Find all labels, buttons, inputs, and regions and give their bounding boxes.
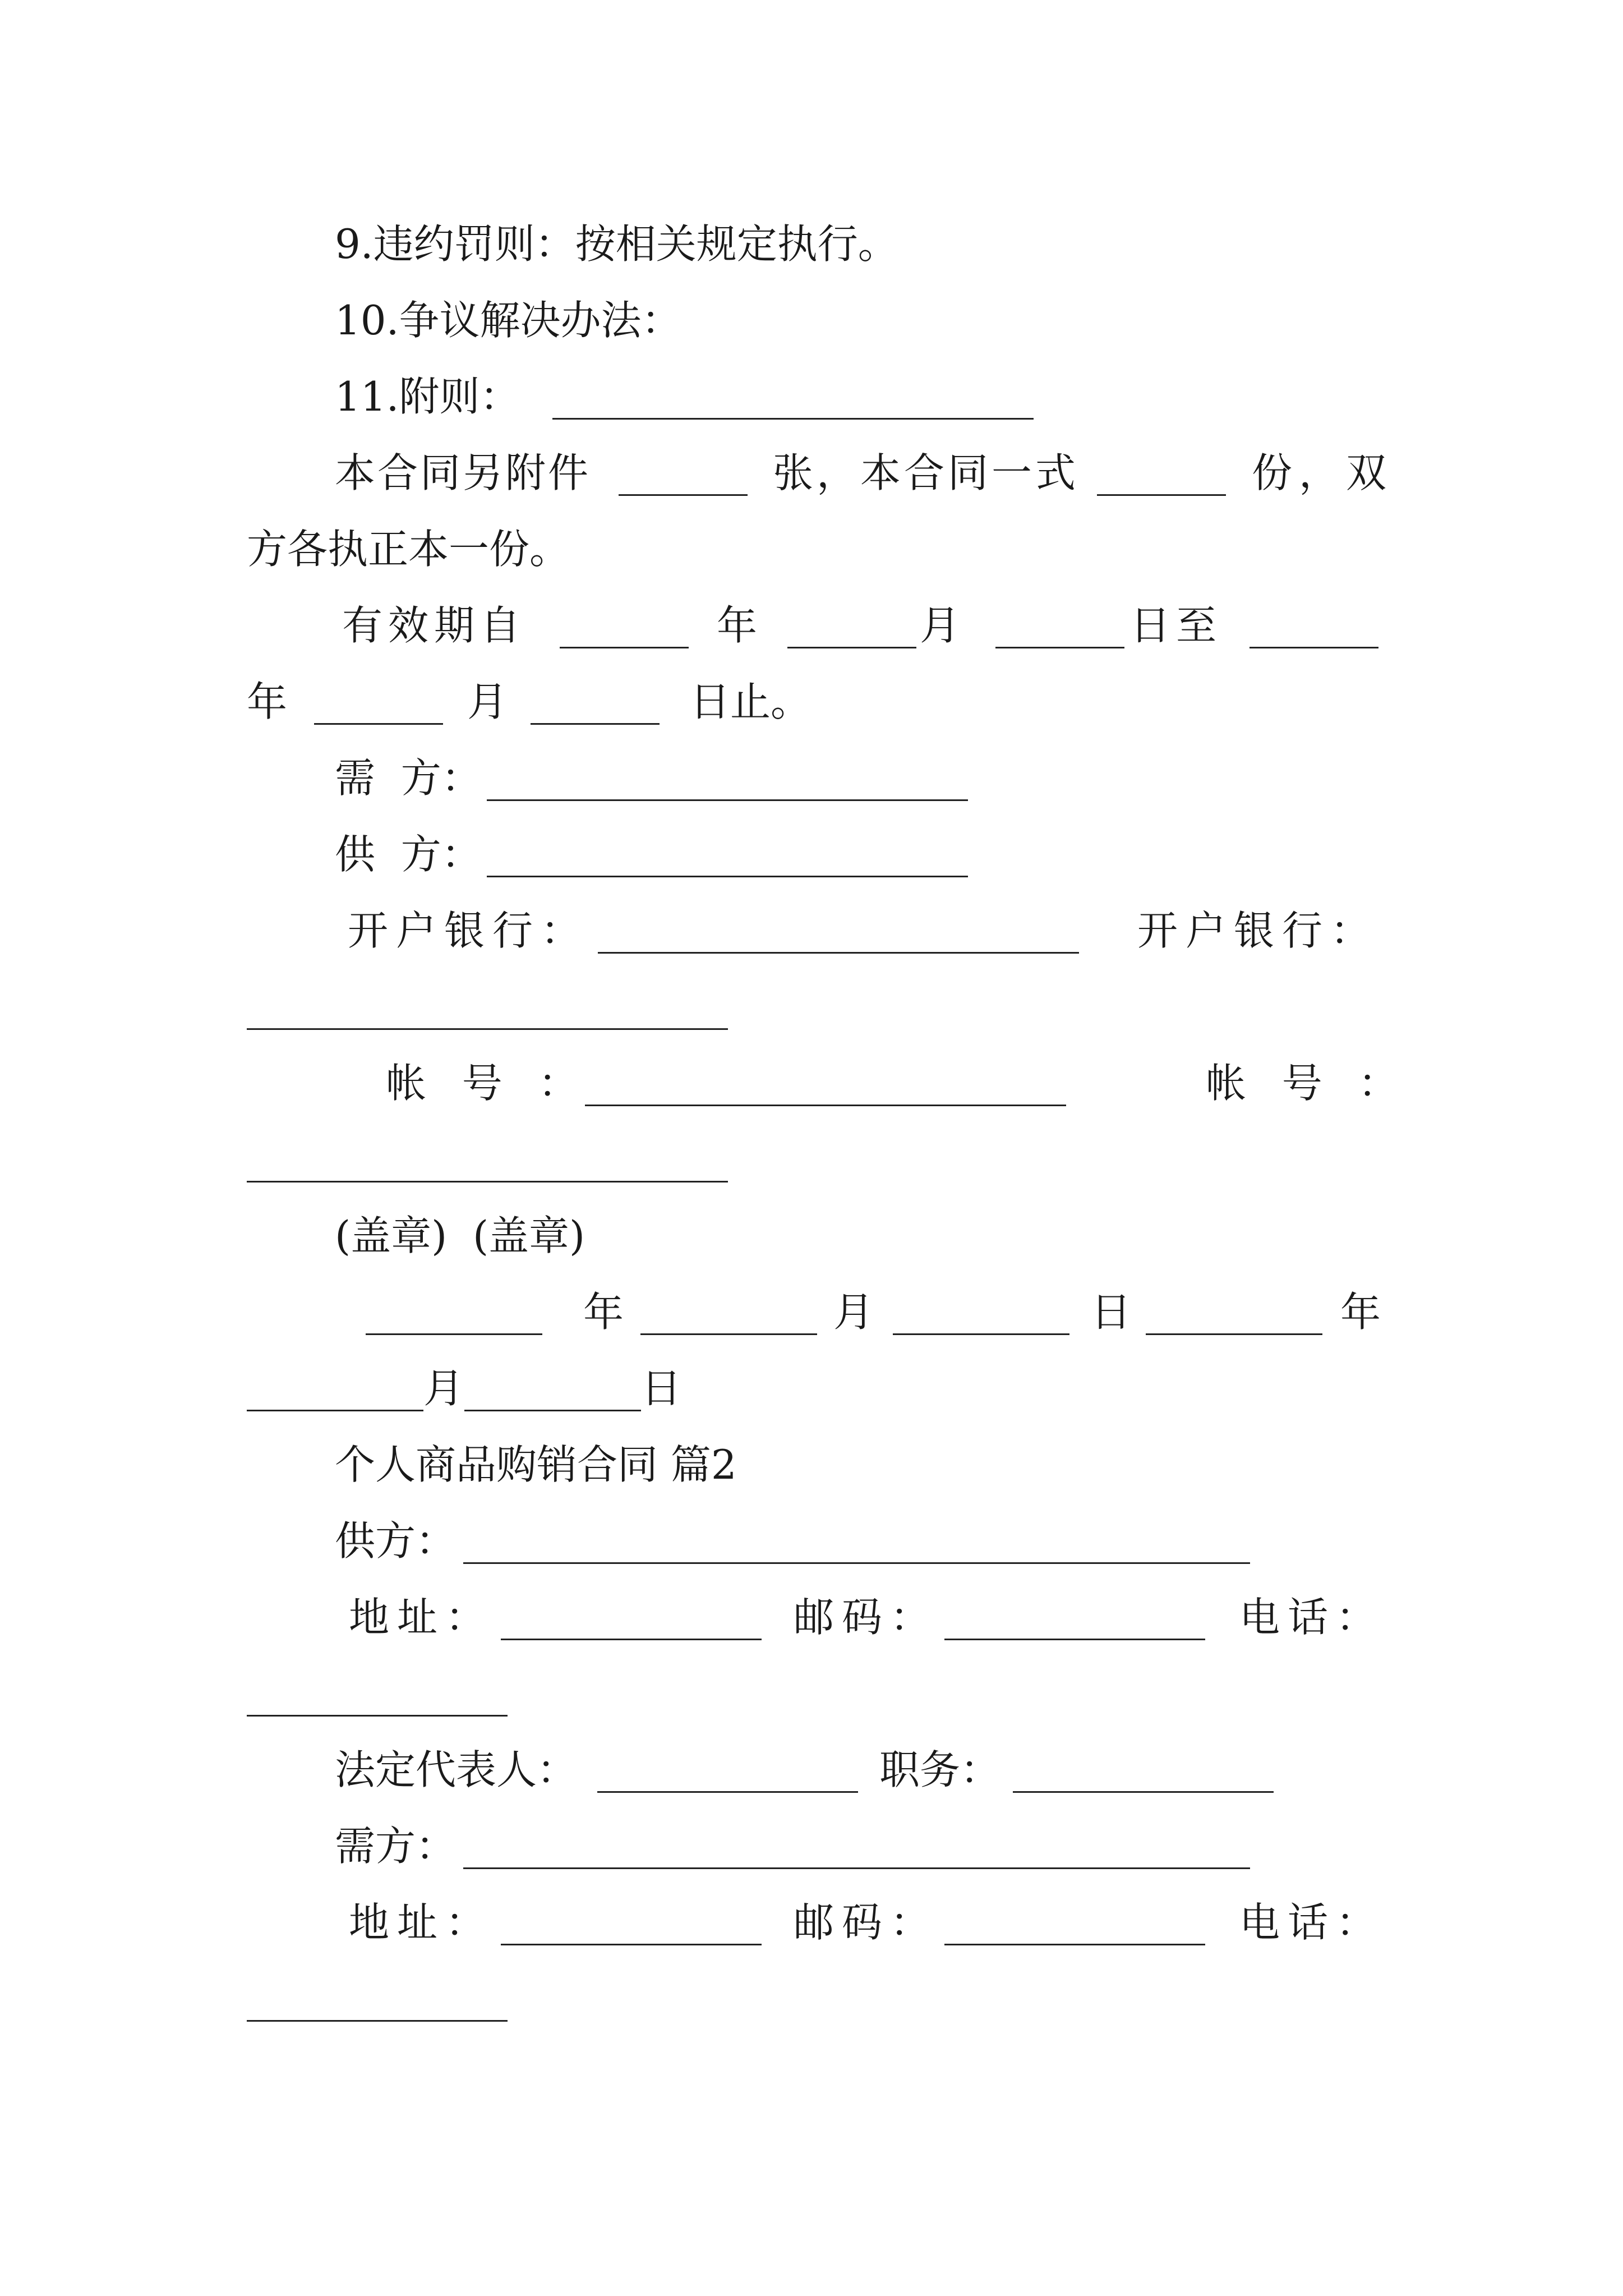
bank-label-left: 开户银行： (348, 907, 589, 954)
row1-zip-label: 邮码： (794, 1594, 939, 1641)
validity-month2: 月 (467, 678, 508, 725)
sign-day-blank-1[interactable] (893, 1333, 1069, 1335)
row1-tel-blank[interactable] (247, 1715, 508, 1717)
sign-day-1: 日 (1091, 1289, 1132, 1336)
sign-year-blank-1[interactable] (366, 1333, 542, 1335)
row2-zip-blank[interactable] (944, 1944, 1205, 1945)
sign-month-blank-2[interactable] (247, 1410, 423, 1411)
validity-day-end: 日止。 (690, 678, 811, 725)
validity-pre: 有效期自 (342, 602, 527, 649)
copies-count-blank[interactable] (1097, 494, 1226, 496)
demander2-label: 需方： (335, 1823, 457, 1870)
sign-month-2: 月 (423, 1365, 464, 1412)
section-title: 个人商品购销合同 篇2 (335, 1441, 737, 1488)
clause-10: 10.争议解决办法： (335, 297, 682, 344)
account-left-blank[interactable] (585, 1105, 1066, 1106)
row1-tel-label: 电话： (1239, 1594, 1385, 1641)
validity-day-to: 日至 (1130, 602, 1223, 649)
validity-from-month-blank[interactable] (787, 647, 916, 648)
legal-title-label: 职务： (879, 1746, 1001, 1793)
legal-rep-label: 法定代表人： (335, 1746, 578, 1793)
sign-year-1: 年 (583, 1289, 624, 1336)
bank-left-blank[interactable] (598, 952, 1079, 954)
account-label-right: 帐 号 ： (1206, 1060, 1402, 1107)
supplier2-label: 供方： (335, 1517, 457, 1565)
demander-blank[interactable] (487, 799, 968, 801)
row1-zip-blank[interactable] (944, 1639, 1205, 1640)
demander2-blank[interactable] (463, 1867, 1250, 1869)
sign-month-blank-1[interactable] (640, 1333, 817, 1335)
validity-to-month-blank[interactable] (314, 723, 443, 725)
clause-9: 9.违约罚则：按相关规定执行。 (335, 220, 898, 268)
sign-day-2: 日 (641, 1365, 682, 1412)
account-right-blank[interactable] (247, 1181, 728, 1182)
account-label-left: 帐 号 ： (386, 1060, 582, 1107)
row2-tel-blank[interactable] (247, 2020, 508, 2022)
row1-addr-label: 地址： (349, 1594, 494, 1641)
row2-addr-label: 地址： (349, 1899, 494, 1946)
attach-wrap: 方各执正本一份。 (247, 526, 570, 573)
supplier2-blank[interactable] (463, 1562, 1250, 1564)
sign-year-blank-2[interactable] (1146, 1333, 1322, 1335)
attach-post: 份，双 (1252, 449, 1394, 496)
row2-addr-blank[interactable] (501, 1944, 762, 1945)
demander-label: 需 方： (335, 754, 482, 802)
attach-mid: 张，本合同一式 (773, 449, 1080, 496)
validity-to-day-blank[interactable] (531, 723, 660, 725)
supplier-label: 供 方： (335, 831, 482, 878)
seals: (盖章) (盖章) (335, 1212, 585, 1259)
bank-label-right: 开户银行： (1137, 907, 1379, 954)
validity-year2: 年 (247, 678, 288, 725)
validity-from-year-blank[interactable] (560, 647, 689, 648)
validity-month: 月 (920, 602, 961, 649)
legal-title-blank[interactable] (1013, 1791, 1274, 1793)
clause-11-blank[interactable] (552, 418, 1034, 420)
row1-addr-blank[interactable] (501, 1639, 762, 1640)
supplier-blank[interactable] (487, 876, 968, 877)
sign-year-2: 年 (1340, 1289, 1381, 1336)
sign-day-blank-2[interactable] (464, 1410, 641, 1411)
row2-zip-label: 邮码： (794, 1899, 939, 1946)
clause-11: 11.附则： (335, 373, 520, 420)
validity-year: 年 (717, 602, 758, 649)
legal-rep-blank[interactable] (597, 1791, 858, 1793)
bank-right-blank[interactable] (247, 1028, 728, 1030)
attach-pre: 本合同另附件 (335, 449, 591, 496)
validity-from-day-blank[interactable] (995, 647, 1124, 648)
attach-count-blank[interactable] (619, 494, 748, 496)
sign-month-1: 月 (833, 1289, 874, 1336)
validity-to-year-blank[interactable] (1249, 647, 1378, 648)
row2-tel-label: 电话： (1239, 1899, 1385, 1946)
